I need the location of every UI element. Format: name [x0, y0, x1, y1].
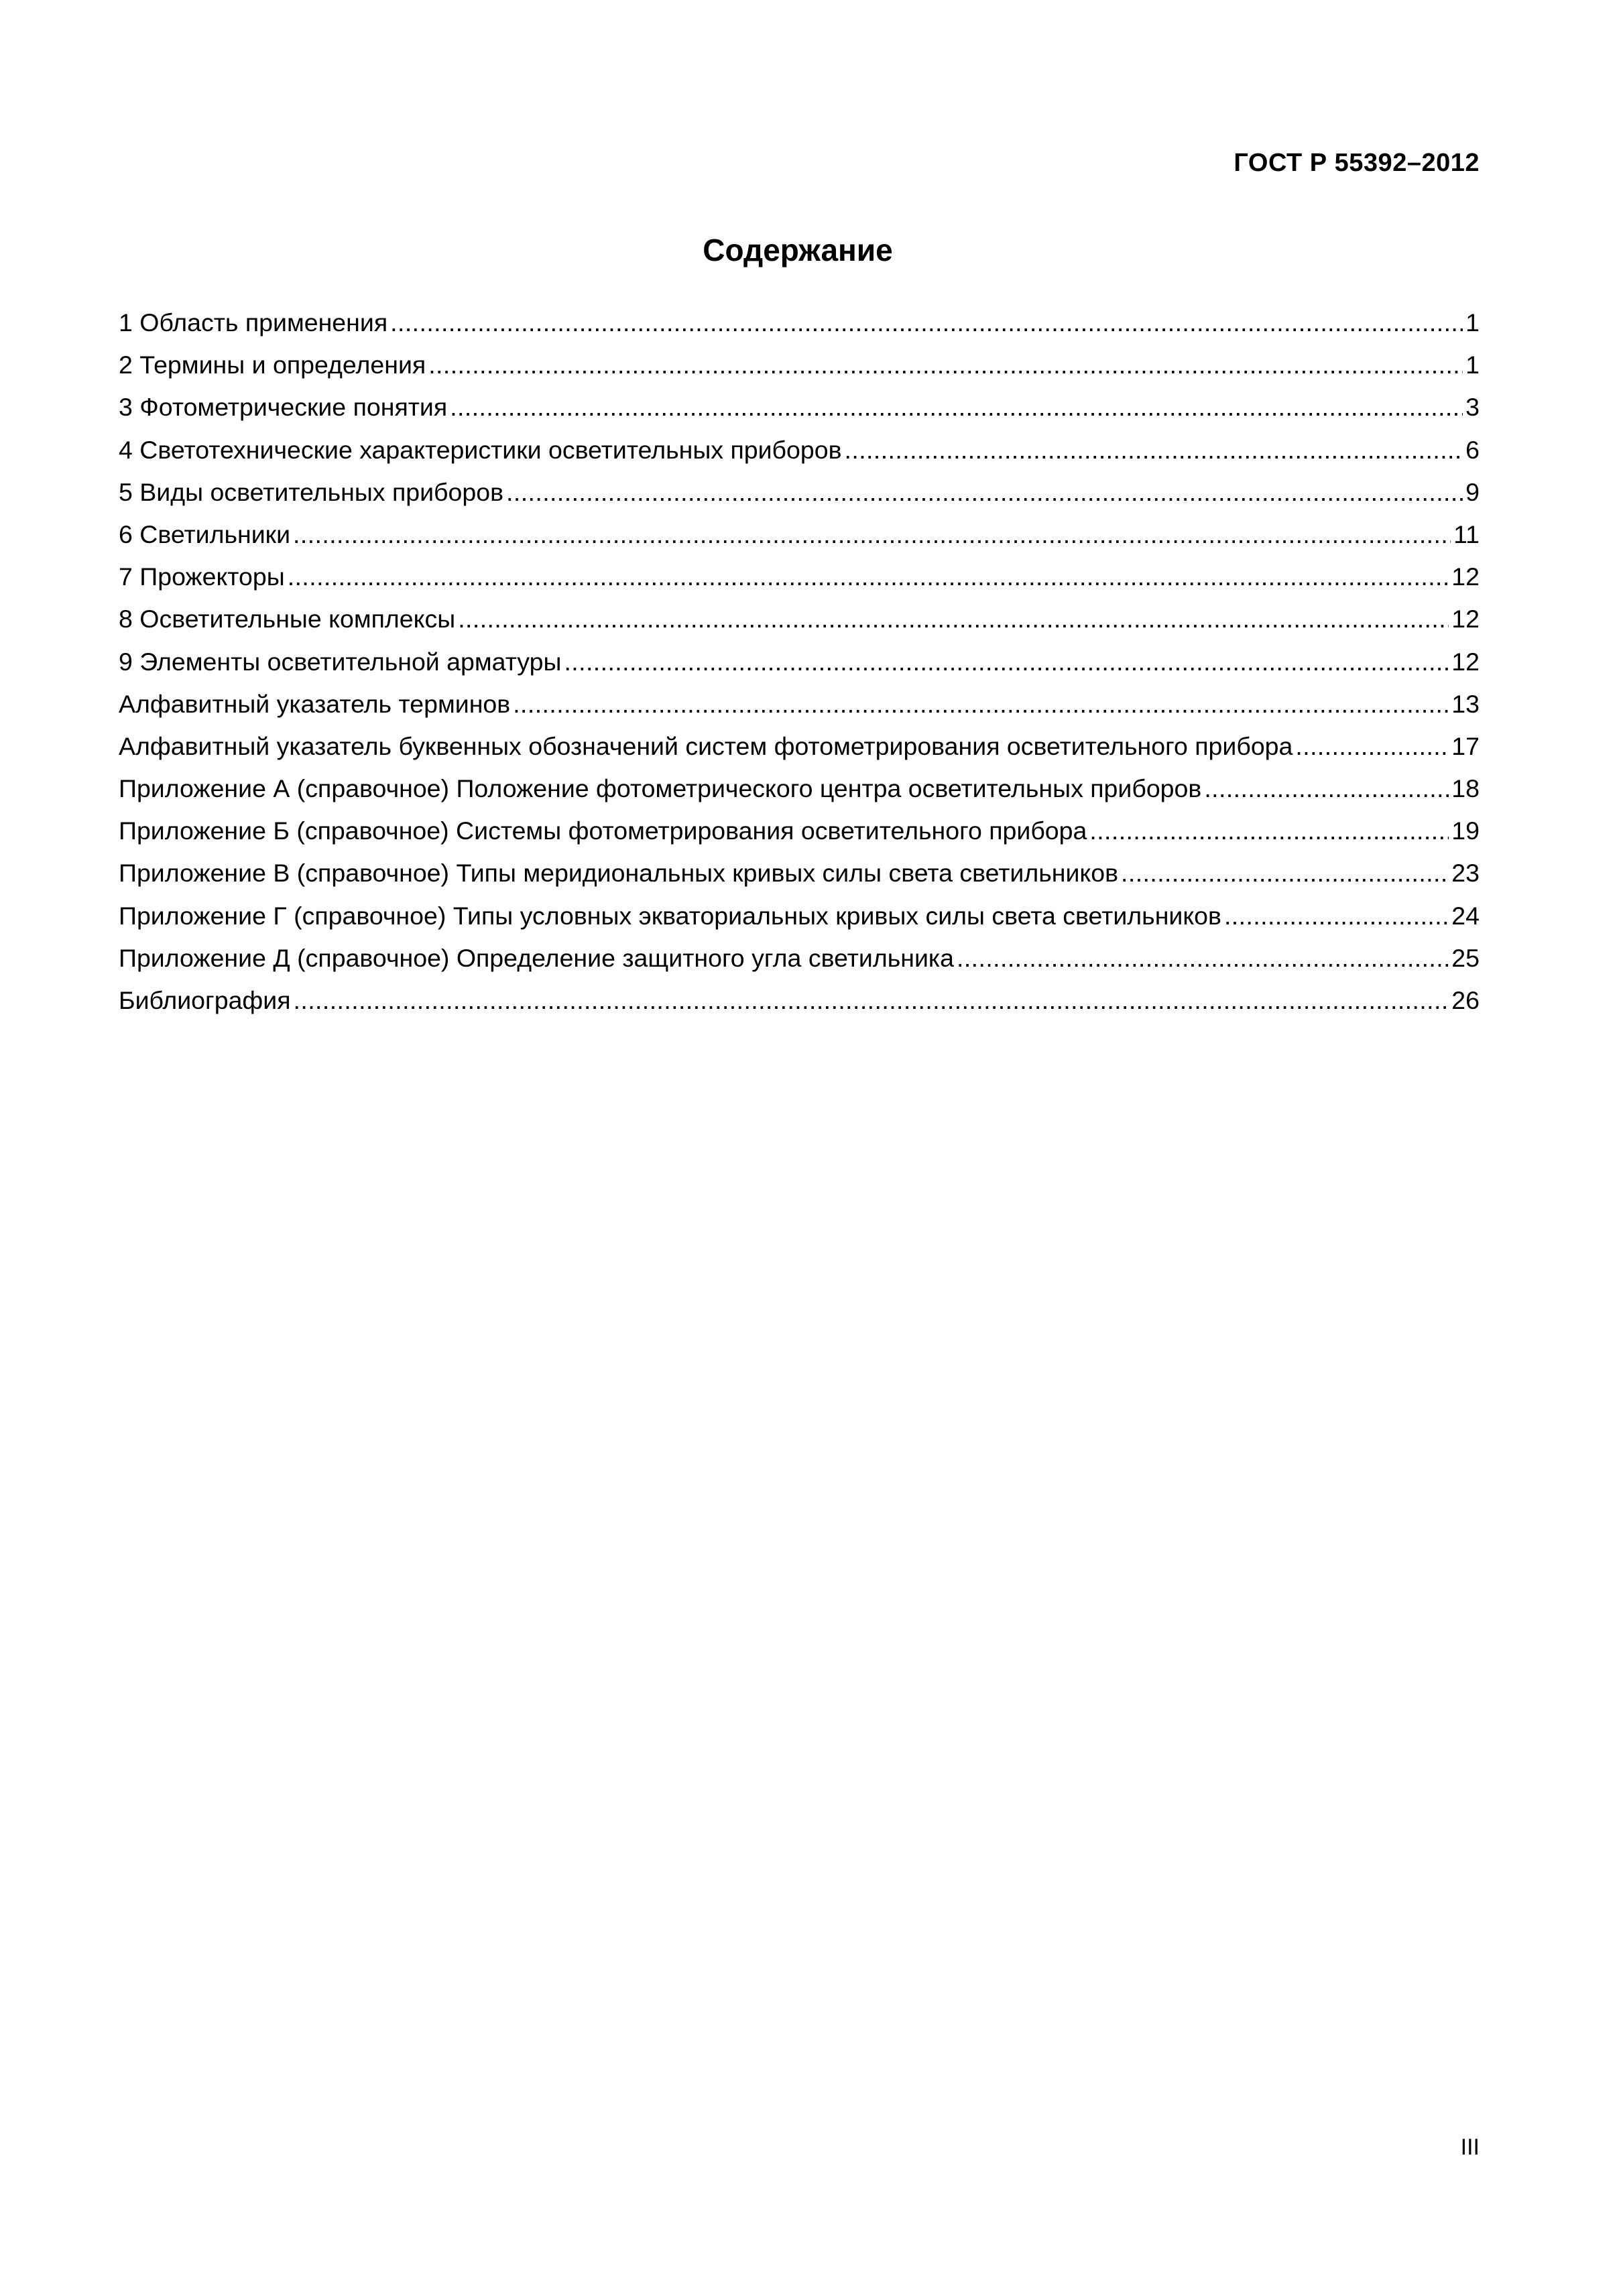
toc-entry-label: 3 Фотометрические понятия [119, 393, 448, 422]
toc-entry-page: 13 [1451, 689, 1480, 718]
toc-entry-page: 3 [1465, 393, 1480, 422]
toc-entry-label: 2 Термины и определения [119, 351, 426, 379]
toc-entry[interactable] [119, 393, 1480, 435]
toc-entry[interactable] [119, 351, 1480, 393]
toc-entry-page: 18 [1451, 774, 1480, 803]
toc-leader-dots [293, 520, 1451, 549]
toc-entry-label: Алфавитный указатель буквенных обозначений систем фотометрирования осветительного прибора [119, 731, 1293, 760]
toc-entry-label: Алфавитный указатель терминов [119, 689, 511, 718]
toc-entry-label: 1 Область применения [119, 308, 388, 337]
toc-entry[interactable] [119, 944, 1480, 986]
toc-entry-label: 6 Светильники [119, 520, 291, 548]
toc-leader-dots [1295, 732, 1449, 761]
toc-entry-label: 5 Виды осветительных приборов [119, 477, 504, 506]
toc-entry[interactable] [119, 817, 1480, 859]
toc-entry-label: Приложение Б (справочное) Системы фотометрирования осветительного прибора [119, 817, 1087, 845]
toc-leader-dots [957, 944, 1449, 973]
toc-entry-label: Библиография [119, 986, 291, 1014]
toc-leader-dots [428, 351, 1463, 379]
toc-entry-label: 8 Осветительные комплексы [119, 605, 456, 633]
toc-entry-label: Приложение А (справочное) Положение фотометрического центра осветительных приборов [119, 774, 1202, 803]
toc-entry[interactable] [119, 520, 1480, 562]
toc-entry-label: Приложение Г (справочное) Типы условных экваториальных кривых силы света светильников [119, 901, 1221, 930]
toc-leader-dots [506, 478, 1463, 507]
toc-leader-dots [1089, 817, 1449, 845]
toc-entry-page: 9 [1465, 477, 1480, 506]
toc-entry[interactable] [119, 986, 1480, 1028]
toc-entry[interactable] [119, 774, 1480, 817]
toc-entry-label: 9 Элементы осветительной арматуры [119, 647, 562, 676]
toc-title: Содержание [703, 233, 893, 267]
toc-entry-page: 12 [1451, 562, 1480, 591]
toc-entry-label: Приложение В (справочное) Типы меридиональных кривых силы света светильников [119, 859, 1119, 888]
toc-entry-label: 7 Прожекторы [119, 562, 285, 591]
toc-leader-dots [458, 605, 1449, 633]
toc-leader-dots [450, 393, 1463, 422]
toc-entry[interactable] [119, 902, 1480, 944]
toc-leader-dots [1224, 902, 1449, 930]
table-of-contents [119, 308, 1480, 1028]
toc-leader-dots [294, 986, 1449, 1015]
toc-leader-dots [390, 308, 1463, 337]
page-number: III [1460, 2134, 1480, 2160]
toc-entry-page: 12 [1451, 605, 1480, 633]
toc-entry-page: 1 [1465, 308, 1480, 337]
toc-entry-page: 19 [1451, 817, 1480, 845]
toc-entry-page: 1 [1465, 351, 1480, 379]
toc-leader-dots [845, 436, 1463, 465]
toc-entry[interactable] [119, 690, 1480, 732]
toc-entry-page: 26 [1451, 986, 1480, 1014]
toc-entry[interactable] [119, 859, 1480, 901]
toc-entry[interactable] [119, 308, 1480, 351]
toc-entry-page: 23 [1451, 859, 1480, 888]
toc-leader-dots [1204, 774, 1449, 803]
toc-leader-dots [513, 690, 1449, 719]
toc-entry-page: 24 [1451, 901, 1480, 930]
toc-entry-label: 4 Светотехнические характеристики осветительных приборов [119, 435, 842, 464]
toc-entry[interactable] [119, 436, 1480, 478]
toc-entry-page: 12 [1451, 647, 1480, 676]
toc-entry[interactable] [119, 732, 1480, 774]
document-code: ГОСТ Р 55392–2012 [1234, 149, 1480, 177]
toc-leader-dots [1121, 859, 1449, 888]
toc-entry[interactable] [119, 648, 1480, 690]
toc-entry-page: 6 [1465, 435, 1480, 464]
toc-entry-page: 25 [1451, 943, 1480, 972]
toc-entry[interactable] [119, 562, 1480, 605]
toc-entry-page: 11 [1453, 520, 1480, 548]
toc-entry-label: Приложение Д (справочное) Определение защитного угла светильника [119, 943, 954, 972]
toc-entry[interactable] [119, 478, 1480, 520]
toc-entry[interactable] [119, 605, 1480, 647]
toc-leader-dots [564, 648, 1449, 676]
toc-leader-dots [288, 562, 1449, 591]
toc-entry-page: 17 [1451, 731, 1480, 760]
